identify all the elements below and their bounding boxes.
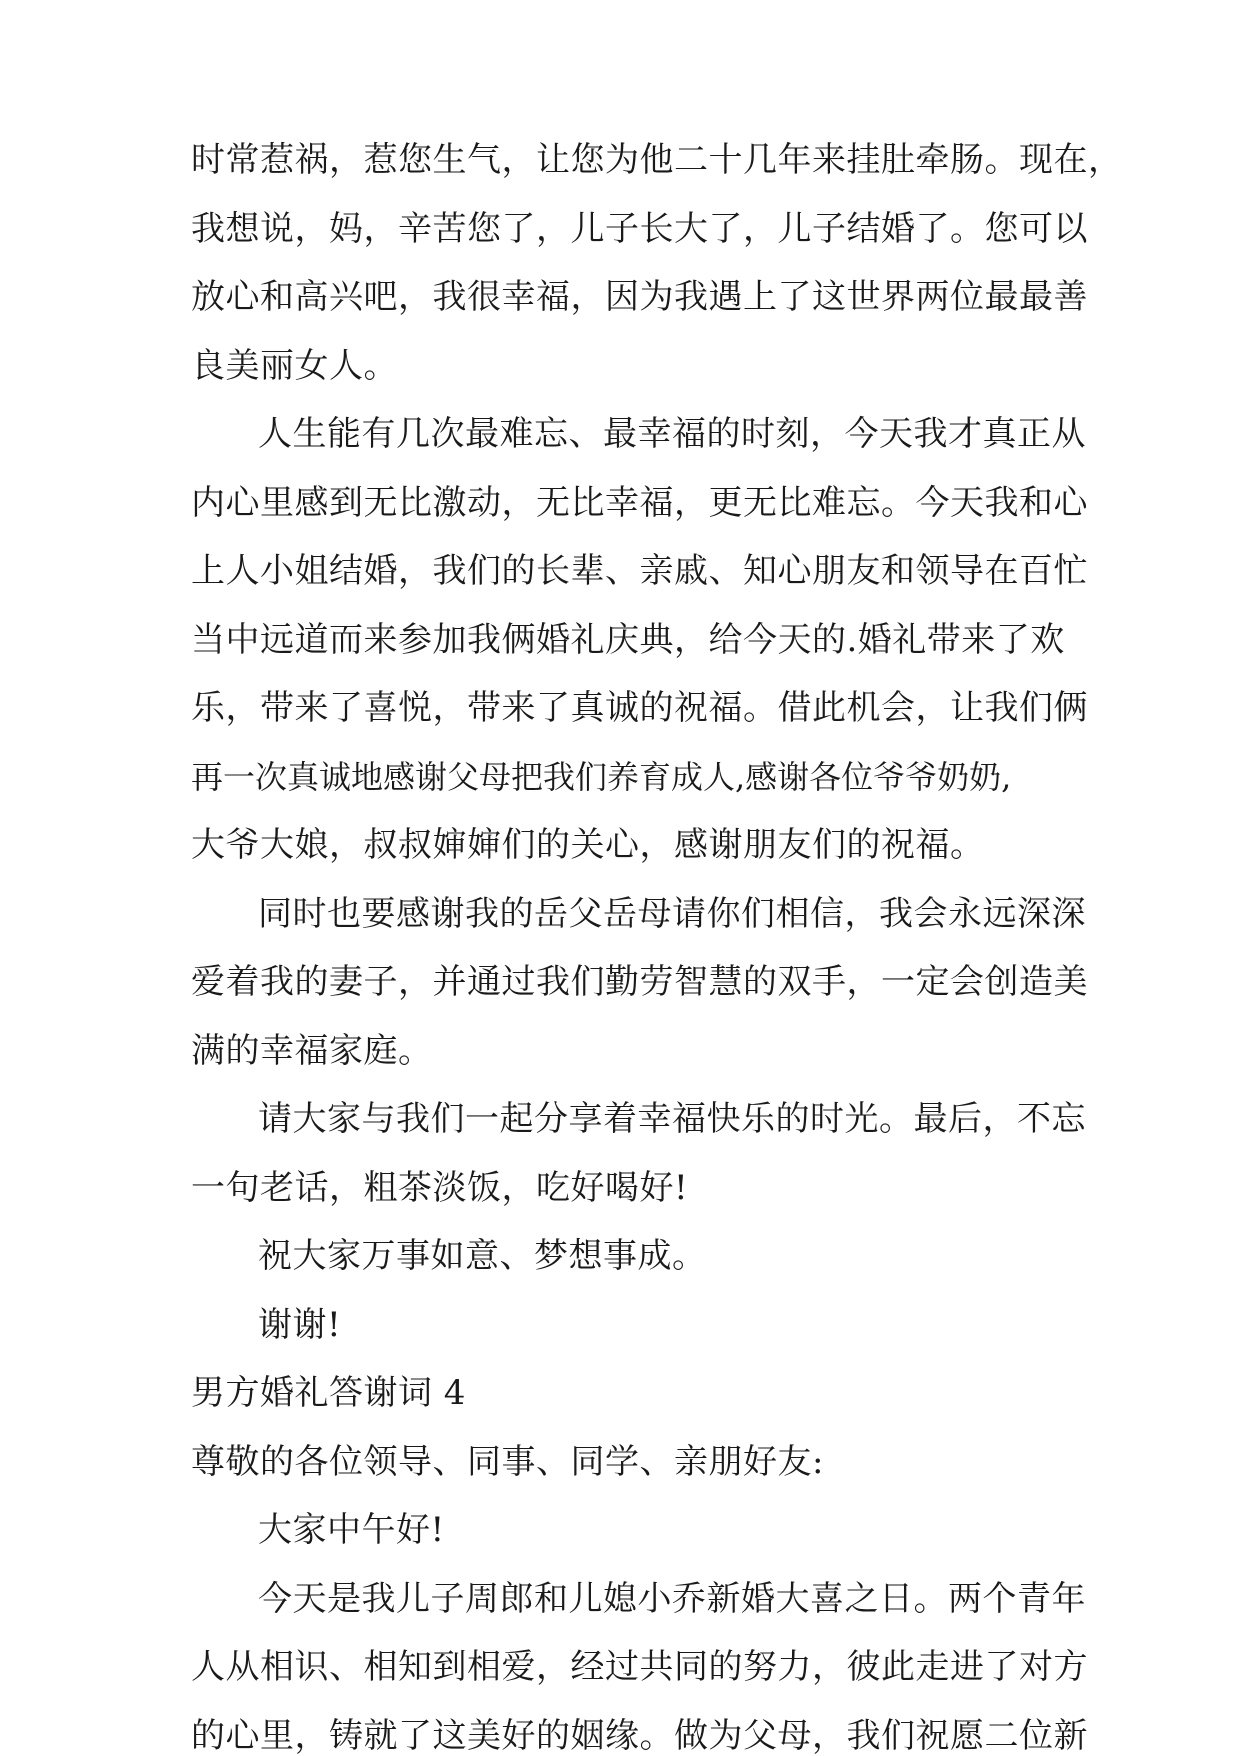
text-line: 一句老话，粗茶淡饭，吃好喝好! xyxy=(191,1167,689,1208)
paragraph-start-line: 祝大家万事如意、梦想事成。 xyxy=(258,1236,707,1276)
section-heading: 男方婚礼答谢词 4 xyxy=(191,1373,466,1413)
paragraph-start-line: 请大家与我们一起分享着幸福快乐的时光。最后，不忘 xyxy=(258,1099,1086,1139)
text-line: 良美丽女人。 xyxy=(191,345,398,386)
text-line: 内心里感到无比激动，无比幸福，更无比难忘。今天我和心 xyxy=(191,482,1088,523)
text-line: 再一次真诚地感谢父母把我们养育成人,感谢各位爷爷奶奶, xyxy=(191,757,1012,796)
paragraph-start-line: 人生能有几次最难忘、最幸福的时刻，今天我才真正从 xyxy=(258,414,1086,454)
paragraph-start-line: 同时也要感谢我的岳父岳母请你们相信，我会永远深深 xyxy=(258,893,1086,934)
text-line: 爱着我的妻子，并通过我们勤劳智慧的双手，一定会创造美 xyxy=(191,962,1088,1002)
paragraph-start-line: 谢谢! xyxy=(258,1304,342,1345)
text-line: 大爷大娘，叔叔婶婶们的关心，感谢朋友们的祝福。 xyxy=(191,825,985,865)
text-line: 放心和高兴吧，我很幸福，因为我遇上了这世界两位最最善 xyxy=(191,277,1088,317)
text-line: 满的幸福家庭。 xyxy=(191,1030,433,1071)
text-line: 我想说，妈，辛苦您了，儿子长大了，儿子结婚了。您可以 xyxy=(191,208,1088,249)
greeting-line: 大家中午好! xyxy=(258,1510,445,1550)
salutation-line: 尊敬的各位领导、同事、同学、亲朋好友: xyxy=(191,1441,824,1482)
text-line: 乐，带来了喜悦，带来了真诚的祝福。借此机会，让我们俩 xyxy=(191,688,1088,728)
text-line: 上人小姐结婚，我们的长辈、亲戚、知心朋友和领导在百忙 xyxy=(191,551,1088,591)
text-line: 人从相识、相知到相爱，经过共同的努力，彼此走进了对方 xyxy=(191,1647,1088,1687)
text-line: 时常惹祸，惹您生气，让您为他二十几年来挂肚牵肠。现在， xyxy=(191,140,1123,180)
paragraph-start-line: 今天是我儿子周郎和儿媳小乔新婚大喜之日。两个青年 xyxy=(258,1578,1086,1619)
text-line: 当中远道而来参加我俩婚礼庆典，给今天的.婚礼带来了欢 xyxy=(191,619,1065,660)
text-line: 的心里，铸就了这美好的姻缘。做为父母，我们祝愿二位新 xyxy=(191,1715,1088,1756)
